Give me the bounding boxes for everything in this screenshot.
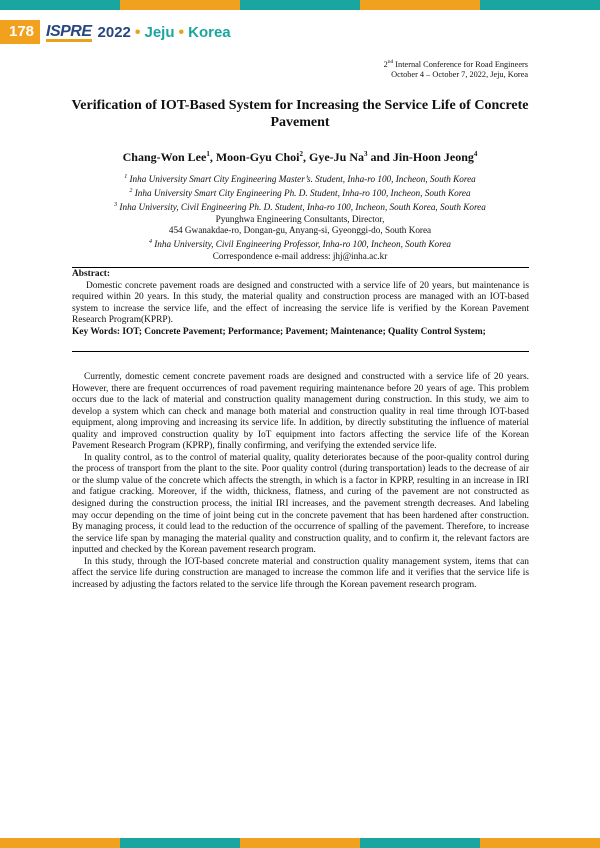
author-affiliation-mark: 3 xyxy=(364,150,368,158)
conference-logo xyxy=(46,22,231,44)
top-divider xyxy=(72,267,529,268)
affiliation-text: Inha University, Civil Engineering Professor, Inha-ro 100, Incheon, South Korea xyxy=(154,239,452,250)
bottom-divider xyxy=(72,351,529,352)
affiliation-mark: 1 xyxy=(124,174,128,180)
logo-year: 2022 xyxy=(97,24,131,41)
abstract-heading: Abstract: xyxy=(72,269,111,279)
page-number: 178 xyxy=(0,20,40,44)
stripe-segment xyxy=(360,838,480,848)
affiliation-text: Inha University, Civil Engineering Ph. D. Student, Inha-ro 100, Incheon, South Korea, South Korea xyxy=(119,201,486,212)
bottom-color-stripe xyxy=(0,838,600,848)
keywords: Key Words: IOT; Concrete Pavement; Performance; Pavement; Maintenance; Quality Control System; xyxy=(72,326,486,337)
stripe-segment xyxy=(120,838,240,848)
conference-info xyxy=(384,57,528,80)
stripe-segment xyxy=(120,0,240,10)
stripe-segment xyxy=(480,838,600,848)
logo-dot: • xyxy=(134,24,141,41)
affiliation-line xyxy=(60,172,540,186)
logo-mark: ISPRE xyxy=(46,22,92,40)
author-affiliation-mark: 4 xyxy=(473,150,478,158)
author-separator: , xyxy=(303,150,309,164)
conference-ordinal: 2 xyxy=(383,59,388,69)
affiliation-mark: 4 xyxy=(148,239,152,246)
author-list xyxy=(60,147,540,164)
author-name: Jin-Hoon Jeong xyxy=(392,150,474,164)
affiliation-mark: 2 xyxy=(129,187,133,194)
body-text xyxy=(72,372,529,591)
affiliation-text: Inha University Smart City Engineering Ph. D. Student, Inha-ro 100, Incheon, South Korea xyxy=(134,187,471,198)
affiliation-line xyxy=(60,214,540,226)
body-paragraph: Currently, domestic cement concrete pavement roads are designed and constructed with a service life of 20 years. However, there are frequent occurrences of road pavement requiring maintenance before 20 years of age. This problem occurs due to the lack of material and construction quality management during construction. In this study, we aim to develop a system which can check and manage both material and construction quality in real time through IOT-based equipment, along improving and increasing its service life. In addition, by directly substituting the influence of material quality and improved construction quality by IoT equipment into factors affecting the service life of the Korean Pavement Research Program (KPRP), finally confirming, and verifying the extended service life. xyxy=(72,372,529,452)
logo-country: Korea xyxy=(188,24,231,41)
correspondence-email: Correspondence e-mail address: jhj@inha.ac.kr xyxy=(212,251,388,262)
affiliation-text: Pyunghwa Engineering Consultants, Director, xyxy=(215,213,385,224)
stripe-segment xyxy=(480,0,600,10)
affiliation-text: Inha University Smart City Engineering Master’s. Student, Inha-ro 100, Incheon, South Korea xyxy=(129,174,476,185)
stripe-segment xyxy=(240,0,360,10)
affiliation-line xyxy=(60,200,540,214)
author-name: Gye-Ju Na xyxy=(309,150,364,164)
affiliation-mark: 3 xyxy=(114,201,118,208)
author-separator: , xyxy=(209,150,216,164)
affiliation-list xyxy=(60,172,540,263)
author-separator: and xyxy=(367,150,393,164)
conference-ordinal-suffix: nd xyxy=(387,59,394,65)
author-affiliation-mark: 2 xyxy=(299,150,303,158)
affiliation-line xyxy=(60,237,540,251)
author-name: Moon-Gyu Choi xyxy=(215,150,300,164)
author-name: Chang-Won Lee xyxy=(122,150,207,164)
stripe-segment xyxy=(240,838,360,848)
top-color-stripe xyxy=(0,0,600,10)
body-paragraph: In this study, through the IOT-based concrete material and construction quality management system, items that can affect the service life during construction are managed to increase the common life and it verifies that the service life is increased by adjusting the factors related to the service life through the Korean pavement research program. xyxy=(72,556,529,590)
body-paragraph: In quality control, as to the control of material quality, quality deteriorates because of the poor-quality control during the process of transport from the plant to the site. Poor quality control (during transportation) leads to the decrease of air or the slump value of the concrete which affects the strength, in which is a factor in KPRP, resulting in an increase in IRI and fatigue cracking. Moreover, if the width, thickness, flatness, and curing of the pavement are not constructed as designed during the construction process, the initial IRI increases, and the pavement strength decreases. And labeling may occur depending on the time of joint being cut in the concrete pavement that has been hardened after construction. By managing process, it could lead to the reduction of the occurrence of spalling of the pavement. Therefore, to increase the service life span by managing the material quality and construction quality, and to confirm it, the relevant factors are inputted and checked by the Korean pavement research program. xyxy=(72,452,529,556)
affiliation-line xyxy=(60,186,540,200)
logo-dot: • xyxy=(178,24,185,41)
affiliation-text: 454 Gwanakdae-ro, Dongan-gu, Anyang-si, Gyeonggi-do, South Korea xyxy=(168,225,432,236)
logo-city: Jeju xyxy=(144,24,175,41)
author-affiliation-mark: 1 xyxy=(206,150,210,158)
abstract-text: Domestic concrete pavement roads are designed and constructed with a service life of 20 years, but maintenance is required within 20 years. In this study, the material quality and construction process are managed with an IOT-based system to increase the service life, and the effect of increasing the service life is verified by the Korean Pavement Research Program(KPRP). xyxy=(72,280,529,325)
stripe-segment xyxy=(360,0,480,10)
conference-name-line xyxy=(384,57,528,70)
stripe-segment xyxy=(0,0,120,10)
conference-dates: October 4 – October 7, 2022, Jeju, Korea xyxy=(391,69,528,79)
conference-name: Internal Conference for Road Engineers xyxy=(395,59,528,69)
stripe-segment xyxy=(0,838,120,848)
affiliation-line xyxy=(60,225,540,237)
abstract-section xyxy=(72,269,529,338)
paper-title: Verification of IOT-Based System for Increasing the Service Life of Concrete Pavement xyxy=(71,98,529,130)
